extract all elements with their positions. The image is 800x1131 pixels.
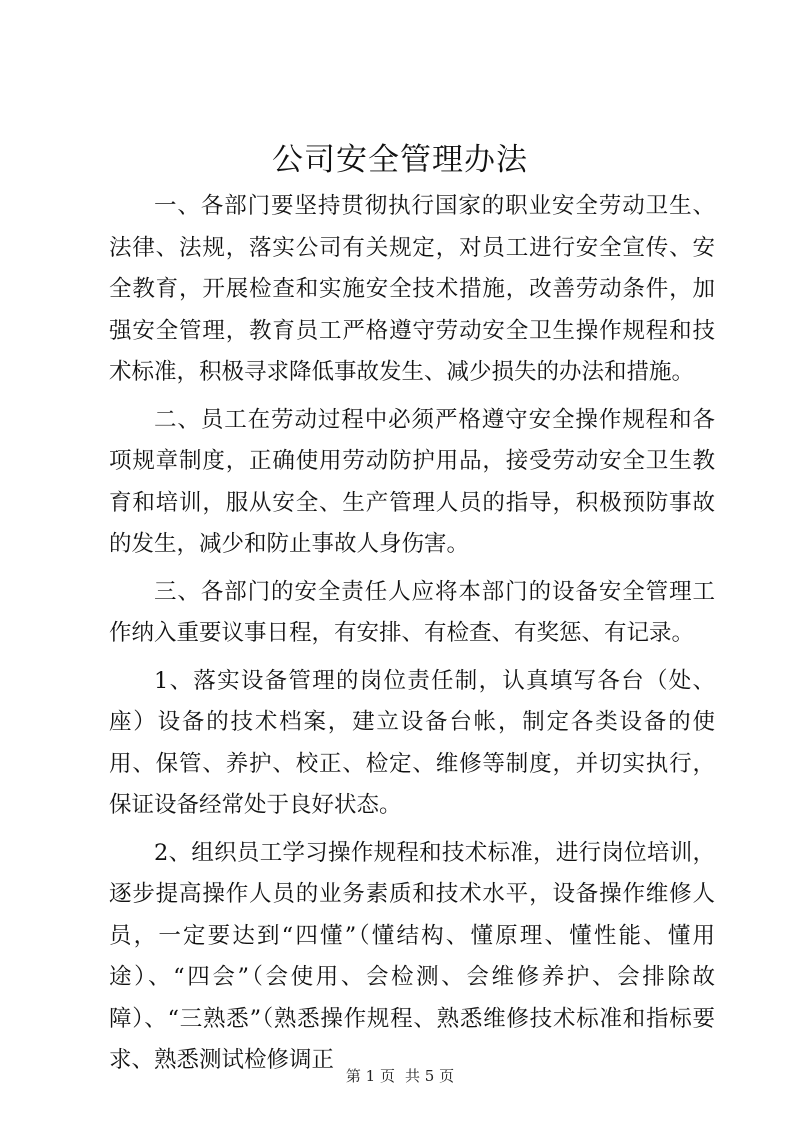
page-number: 第 1 页: [345, 1067, 395, 1085]
page-total: 共 5 页: [405, 1067, 455, 1085]
paragraph-5: 2、组织员工学习操作规程和技术标准，进行岗位培训，逐步提高操作人员的业务素质和技术水平，设备操作维修人员，一定要达到“四懂”（懂结构、懂原理、懂性能、懂用途）、“四会”（会使用、会检测、会维修养护、会排除故障）、“三熟悉”（熟悉操作规程、熟悉维修技术标准和指标要求、熟悉测试检修调正: [109, 839, 715, 1073]
document-body: [109, 186, 715, 1088]
document-title: 公司安全管理办法: [272, 142, 528, 178]
page-footer: [0, 1066, 800, 1086]
paragraph-4: 1、落实设备管理的岗位责任制，认真填写各台（处、座）设备的技术档案，建立设备台帐，制定各类设备的使用、保管、养护、校正、检定、维修等制度，并切实执行，保证设备经常处于良好状态。: [109, 667, 715, 818]
paragraph-2: 二、员工在劳动过程中必须严格遵守安全操作规程和各项规章制度，正确使用劳动防护用品，接受劳动安全卫生教育和培训，服从安全、生产管理人员的指导，积极预防事故的发生，减少和防止事故人身伤害。: [109, 406, 715, 557]
paragraph-3: 三、各部门的安全责任人应将本部门的设备安全管理工作纳入重要议事日程，有安排、有检查、有奖惩、有记录。: [109, 578, 715, 646]
paragraph-1: 一、各部门要坚持贯彻执行国家的职业安全劳动卫生、法律、法规，落实公司有关规定，对员工进行安全宣传、安全教育，开展检查和实施安全技术措施，改善劳动条件，加强安全管理，教育员工严格遵守劳动安全卫生操作规程和技术标准，积极寻求降低事故发生、减少损失的办法和措施。: [109, 193, 715, 385]
